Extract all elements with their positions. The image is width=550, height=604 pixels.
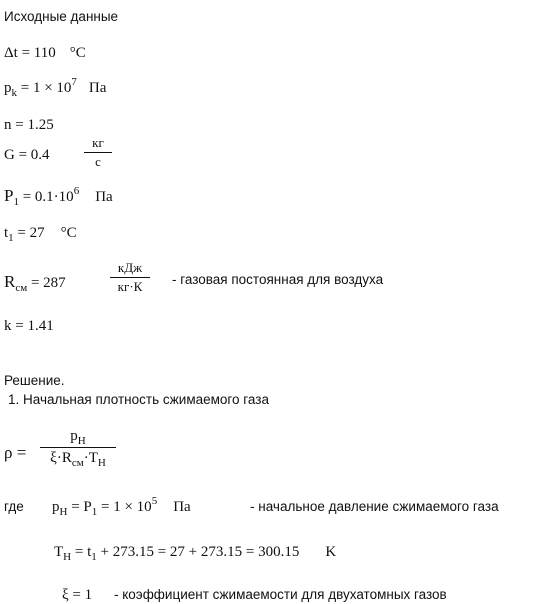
t1-symbol: t [4,225,9,241]
pk-equation: = 1 × 10 [17,80,72,96]
epsilon-note: - коэффициент сжимаемости для двухатомных газов [114,587,447,602]
param-g: G = 0.4 [4,147,50,163]
param-p1 [4,185,113,208]
rho-lhs: ρ = [4,443,27,462]
ph-subscript-1: 1 [91,506,98,518]
pk-subscript: k [11,87,17,99]
rcm-subscript: см [15,282,28,294]
rho-fraction [40,428,116,469]
rho-num-subscript: Н [77,435,86,447]
delta-t-value: 110 [33,45,56,61]
p1-unit: Па [95,189,113,205]
param-k: k = 1.41 [4,318,54,334]
rcm-unit-denominator: кг·К [117,279,143,295]
rho-den-subscript2: Н [97,456,106,469]
rcm-symbol: R [4,272,16,291]
ph-definition [52,495,191,518]
t1-subscript: 1 [8,232,14,244]
rcm-unit-fraction [110,261,150,295]
th-eq2: + 273.15 = 27 + 273.15 = 300.15 [96,544,300,560]
ph-unit: Па [173,499,191,515]
where-label: где [4,499,24,514]
ph-symbol: p [52,499,60,515]
p1-symbol: P [4,186,14,205]
pk-exponent: 7 [71,76,77,88]
th-subscript-1: 1 [91,551,97,563]
ph-eq1: = P [67,499,92,515]
rcm-unit-numerator: кДж [117,260,143,275]
ph-note: - начальное давление сжимаемого газа [250,499,499,514]
p1-subscript: 1 [13,196,19,208]
th-eq1: = t [71,544,92,560]
epsilon-equation: ξ = 1 [62,587,93,603]
rho-den-part1: ξ·R [50,449,72,466]
th-symbol: T [54,544,64,560]
th-unit: K [325,544,337,560]
th-equation [54,544,337,563]
g-unit-numerator: кг [92,135,104,150]
ph-exponent: 5 [151,495,158,507]
param-n: n = 1.25 [4,117,54,133]
delta-t-symbol: Δt = [4,45,34,61]
step-1-title: 1. Начальная плотность сжимаемого газа [8,392,269,407]
pk-symbol: p [4,80,12,96]
param-t1 [4,225,77,244]
param-delta-t [4,46,86,61]
param-pk [4,76,107,99]
rho-denominator [40,450,116,467]
rcm-equation: = 287 [27,275,66,291]
solution-heading: Решение. [4,373,65,388]
rcm-fraction-bar [110,277,150,278]
ph-subscript: Н [59,506,68,518]
g-unit-denominator: с [95,154,101,170]
g-fraction-bar [84,152,112,153]
rho-den-subscript1: см [71,456,84,469]
g-unit-fraction [84,136,112,170]
rcm-note: - газовая постоянная для воздуха [172,272,384,287]
source-data-heading: Исходные данные [4,9,119,24]
t1-unit: °C [60,225,77,241]
delta-t-unit: °C [69,45,86,61]
param-rcm [4,272,66,294]
pk-unit: Па [88,80,107,96]
p1-exponent: 6 [73,185,80,197]
ph-eq2: = 1 × 10 [97,499,152,515]
p1-equation: = 0.1·10 [18,189,74,205]
rho-numerator [40,428,116,445]
rho-den-part2: ·T [83,449,98,466]
th-subscript: Н [63,551,72,563]
rho-num-symbol: p [70,428,78,444]
t1-equation: = 27 [13,225,45,241]
